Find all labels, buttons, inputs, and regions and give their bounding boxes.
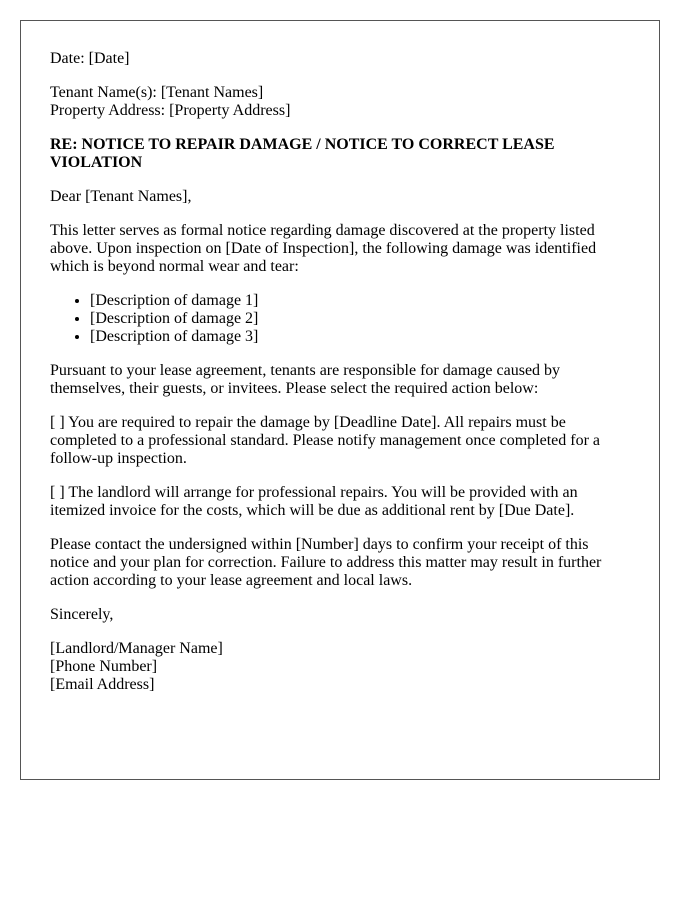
signature-block bbox=[50, 640, 630, 694]
damage-item-1: • [Description of damage 1] bbox=[90, 292, 630, 310]
option-tenant-repair: [ ] You are required to repair the damage by [Deadline Date]. All repairs must be completed to a professional standard. Please notify management once completed for a follow-up inspection. bbox=[50, 414, 601, 467]
closing: Sincerely, bbox=[50, 606, 114, 623]
damage-item-2: • [Description of damage 2] bbox=[90, 310, 630, 328]
option-landlord-repair: [ ] The landlord will arrange for professional repairs. You will be provided with an itemized invoice for the costs, which will be due as additional rent by [Due Date]. bbox=[50, 484, 578, 519]
tenant-names-line: Tenant Name(s): [Tenant Names] bbox=[50, 84, 264, 101]
intro-paragraph: This letter serves as formal notice regarding damage discovered at the property listed above. Upon inspection on [Date of Inspection], the following damage was identified which is beyond normal wear and tear: bbox=[50, 222, 597, 275]
salutation: Dear [Tenant Names], bbox=[50, 188, 192, 205]
date-line: Date: [Date] bbox=[50, 50, 130, 67]
subject-heading: RE: NOTICE TO REPAIR DAMAGE / NOTICE TO CORRECT LEASE VIOLATION bbox=[50, 136, 555, 171]
damage-item-3: • [Description of damage 3] bbox=[90, 328, 630, 346]
recipient-block bbox=[50, 84, 630, 120]
responsibility-paragraph: Pursuant to your lease agreement, tenants are responsible for damage caused by themselves, their guests, or invitees. Please select the required action below: bbox=[50, 362, 561, 397]
letter-page bbox=[20, 20, 660, 780]
property-address-line: Property Address: [Property Address] bbox=[50, 102, 291, 119]
signature-email: [Email Address] bbox=[50, 676, 155, 693]
signature-phone: [Phone Number] bbox=[50, 658, 158, 675]
damage-list bbox=[50, 292, 630, 346]
contact-paragraph: Please contact the undersigned within [Number] days to confirm your receipt of this notice and your plan for correction. Failure to address this matter may result in further action according to your lease agreement and local laws. bbox=[50, 536, 602, 589]
signature-name: [Landlord/Manager Name] bbox=[50, 640, 223, 657]
